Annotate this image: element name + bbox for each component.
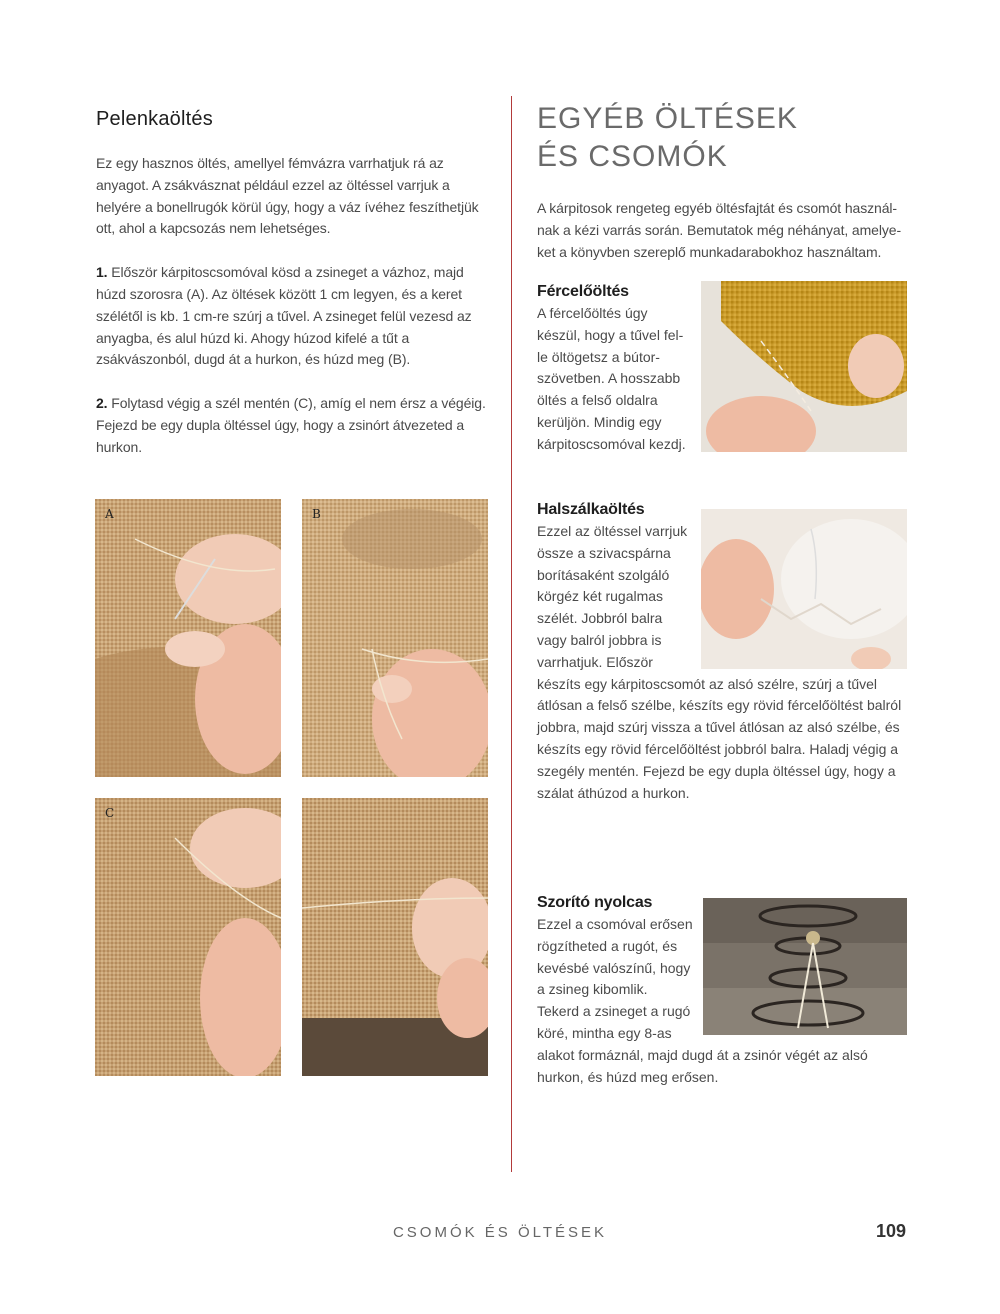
spring-photo [703,898,907,1035]
right-intro-paragraph: A kárpitosok rengeteg egyéb öltésfajtát és csomót használnak a kézi varrás során. Bemutatok még néhányat, amelyeket a könyvben szereplő munkadarabokhoz használtam. [537,200,902,260]
burlap-hand-image [302,798,488,1076]
cushion-image [701,509,907,669]
section-title: Szorító nyolcas [537,894,653,911]
step-text: Először kárpitoscsomóval kösd a zsineget a vázhoz, majd húzd szorosra (A). Az öltések között 1 cm legyen, és a keret szélétől is kb. 1 cm-re szúrj a tűvel. A zsineget felül vezesd az anyagba, és alul húzd ki. Ahogy húzod kifelé a tűt a zsákvászonból, dugd át a hurkon, és húzd meg (B). [96,264,472,368]
step-1 [96,262,488,371]
photo-c [95,798,281,1076]
heading-line-1: EGYÉB ÖLTÉSEK [537,102,798,135]
burlap-hand-image [95,499,281,777]
mustard-fabric-photo [701,281,907,452]
running-footer-title: CSOMÓK ÉS ÖLTÉSEK [392,1224,608,1241]
burlap-hand-image [302,499,488,777]
section-title: Fércelőöltés [537,283,629,300]
section-text: Ezzel a csomóval erősen rögzítheted a rugót, és kevésbé valószínű, hogy a zsineg kibomlik. Tekerd a zsineget a rugó köré, mintha egy 8-as alakot formáznál, majd dugd át a zsinór végét az alsó hurkon, és húzd meg erősen. [537,916,868,1085]
section-text: A fércelőöltés úgy készül, hogy a tűvel fel-le öltögetsz a bútorszövetben. A hosszabb öltés a felső oldalra kerüljön. Mindig egy kárpitoscsomóval kezdj. [537,305,686,452]
foam-cushion-photo [701,509,907,669]
left-column [96,108,488,459]
heading-line-2: ÉS CSOMÓK [537,140,728,173]
photo-a [95,499,281,777]
section-heading-pelenkaoltes: Pelenkaöltés [96,108,213,130]
step-2 [96,393,488,458]
photo-label: C [105,806,115,820]
mustard-fabric-image [701,281,907,452]
section-szorito-nyolcas [537,892,907,1088]
right-column [537,100,907,263]
chapter-heading [537,100,907,176]
step-text: Folytasd végig a szél mentén (C), amíg el nem érsz a végéig. Fejezd be egy dupla öltéssel úgy, hogy a zsinórt átvezeted a hurkon. [96,395,486,455]
photo-label: A [105,507,114,521]
photo-d [302,798,488,1076]
photo-label: B [312,507,321,521]
page-number: 109 [875,1221,906,1241]
section-title: Halszálkaöltés [537,501,645,518]
spring-image [703,898,907,1035]
intro-paragraph: Ez egy hasznos öltés, amellyel fémvázra varrhatjuk rá az anyagot. A zsákvásznat például ezzel az öltéssel varrjuk a helyére a bonellrugók körül úgy, hogy a váz ívéhez feszíthetjük ott, ahol a kapcsozás nem lehetséges. [96,155,479,237]
section-halszalkaoltes [537,499,907,804]
burlap-hand-image [95,798,281,1076]
section-fercelooltes [537,281,907,456]
step-number: 1. [96,264,108,281]
section-text: Ezzel az öltéssel varrjuk össze a szivacspárna borításaként szolgáló körgéz két rugalmas szélét. Jobbról balra vagy balról jobbra is varrhatjuk. Először készíts egy kárpitoscsomót az alsó szélre, szúrj a tűvel átlósan a felső szélbe, készíts egy rövid fércelőöltést balról jobbra, majd szúrj vissza a tűvel átlósan az alsó szélbe, és készíts egy rövid fércelőöltést jobbról balra. Haladj végig a szegély mentén. Fejezd be egy dupla öltéssel úgy, hogy a szálat áthúzod a hurkon. [537,523,902,801]
photo-b [302,499,488,777]
step-number: 2. [96,395,108,412]
column-divider [511,96,512,1172]
